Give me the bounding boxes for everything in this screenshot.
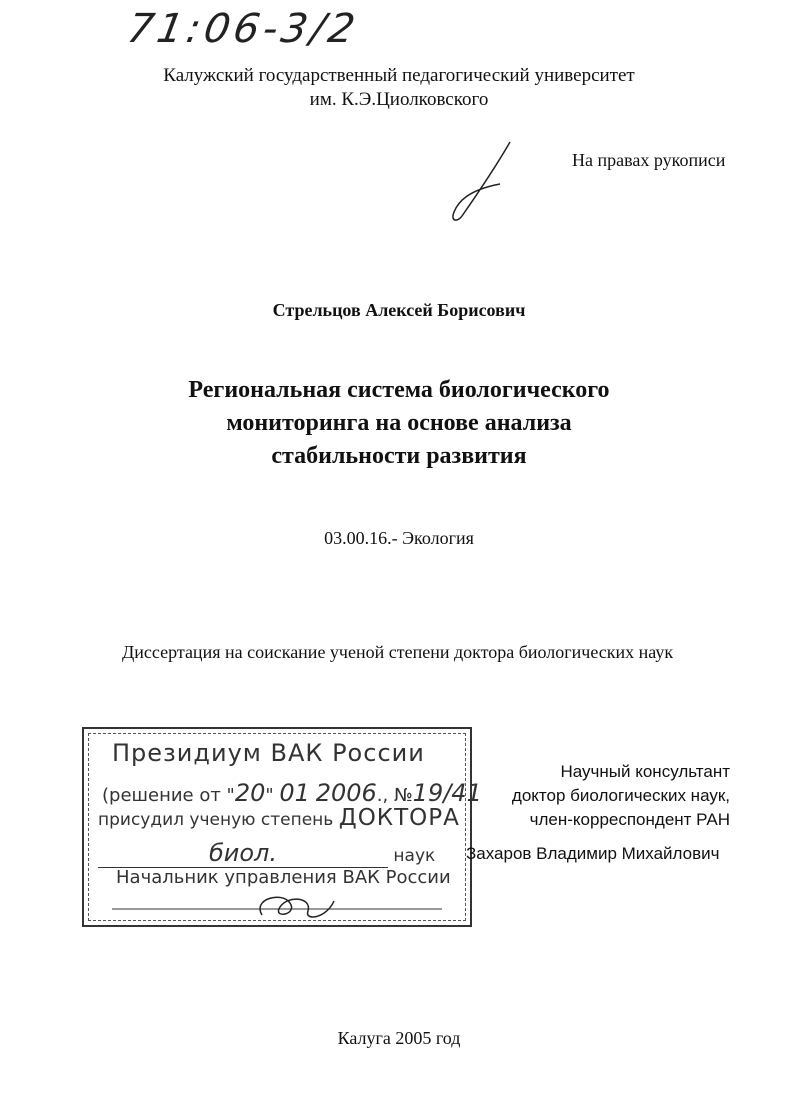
consultant-name: Захаров Владимир Михайлович: [466, 844, 720, 863]
manuscript-note: На правах рукописи: [572, 150, 726, 170]
stamp-chief: Начальник управления ВАК России: [116, 867, 451, 888]
title-line-3: стабильности развития: [271, 443, 527, 469]
stamp-title: Президиум ВАК России: [112, 739, 425, 767]
stamp-field: [98, 839, 435, 868]
decision-month: 01: [279, 779, 310, 807]
title-line-2: мониторинга на основе анализа: [226, 410, 572, 436]
stamp-signature: [112, 889, 442, 923]
vak-stamp: [82, 727, 482, 927]
field-handwritten: биол.: [208, 839, 278, 867]
place-year: Калуга 2005 год: [337, 1028, 461, 1048]
consultant-title: член-корреспондент РАН: [529, 810, 730, 829]
consultant-role: Научный консультант: [560, 762, 730, 781]
signature-scribble: [440, 138, 520, 228]
decision-prefix: (решение от: [102, 785, 221, 806]
consultant-block: [470, 760, 730, 832]
university-namesake: им. К.Э.Циолковского: [309, 89, 489, 110]
consultant-degree: доктор биологических наук,: [511, 786, 730, 805]
decision-day: 20: [234, 779, 266, 807]
awarded-text: присудил ученую степень: [98, 810, 334, 830]
degree-word: ДОКТОРА: [338, 805, 460, 831]
decision-number: 19/41: [412, 779, 482, 807]
university-name: Калужский государственный педагогический университет: [163, 65, 635, 86]
degree-statement: Диссертация на соискание ученой степени доктора биологических наук: [122, 642, 674, 662]
specialty-code: 03.00.16.- Экология: [324, 528, 474, 548]
title-line-1: Региональная система биологического: [188, 377, 610, 403]
sciences-word: наук: [393, 846, 436, 866]
dissertation-title: [0, 374, 798, 473]
number-prefix: №: [393, 785, 413, 806]
stamp-awarded: [98, 805, 460, 831]
university-header: [0, 64, 798, 112]
decision-year: 2006: [315, 779, 377, 807]
stamp-decision: (решение от "20" 01 2006., №19/41: [102, 779, 482, 807]
archive-number: 71:06-3/2: [123, 6, 363, 52]
author-name: Стрельцов Алексей Борисович: [272, 300, 526, 320]
